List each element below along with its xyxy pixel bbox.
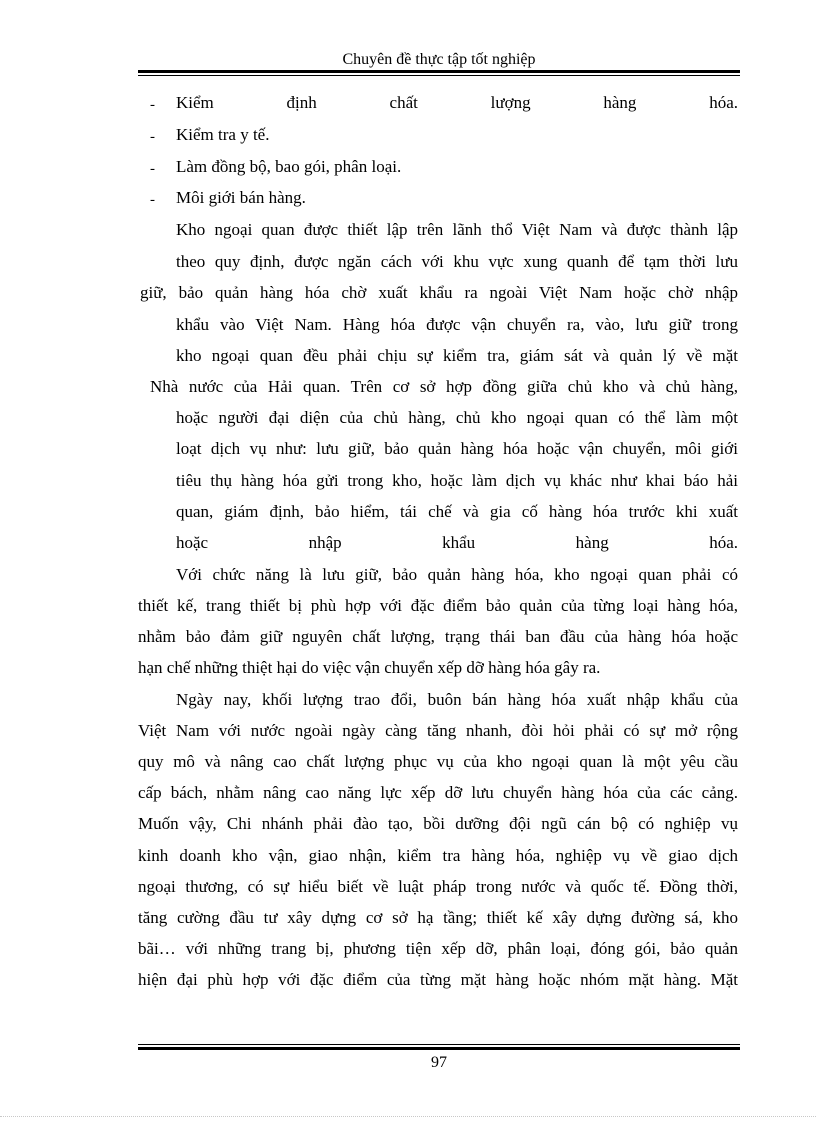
paragraph-line: hạn chế những thiệt hại do việc vận chuyển xếp dỡ hàng hóa gây ra. <box>138 658 601 677</box>
paragraph-line: hoặc nhập khẩu hàng hóa. <box>176 533 738 552</box>
footer-rule-thin <box>138 1044 740 1045</box>
paragraph-line: tiêu thụ hàng hóa gửi trong kho, hoặc làm dịch vụ khác như khai báo hải <box>176 471 738 490</box>
bullet-marker: - <box>150 129 155 145</box>
paragraph-line: hiện đại phù hợp với đặc điểm của từng mặt hàng hoặc nhóm mặt hàng. Mặt <box>138 970 738 989</box>
paragraph-line: giữ, bảo quản hàng hóa chờ xuất khẩu ra ngoài Việt Nam hoặc chờ nhập <box>140 283 738 302</box>
paragraph-line: bãi… với những trang bị, phương tiện xếp dỡ, phân loại, đóng gói, bảo quản <box>138 939 738 958</box>
footer-rule-thick <box>138 1047 740 1050</box>
paragraph-line: kinh doanh kho vận, giao nhận, kiểm tra hàng hóa, nghiệp vụ về giao dịch <box>138 846 738 865</box>
paragraph-line: loạt dịch vụ như: lưu giữ, bảo quản hàng hóa hoặc vận chuyển, môi giới <box>176 439 738 458</box>
bullet-marker: - <box>150 161 155 177</box>
paragraph-line: quy mô và nâng cao chất lượng phục vụ của kho ngoại quan là một yêu cầu <box>138 752 738 771</box>
paragraph-line: cấp bách, nhằm nâng cao năng lực xếp dỡ lưu chuyển hàng hóa của các cảng. <box>138 783 738 802</box>
header-title: Chuyên đề thực tập tốt nghiệp <box>342 51 536 68</box>
bullet-text: Làm đồng bộ, bao gói, phân loại. <box>176 157 402 176</box>
paragraph-line: khẩu vào Việt Nam. Hàng hóa được vận chuyển ra, vào, lưu giữ trong <box>176 315 738 334</box>
paragraph-line: Với chức năng là lưu giữ, bảo quản hàng hóa, kho ngoại quan phải có <box>176 565 738 584</box>
bullet-marker: - <box>150 192 155 208</box>
paragraph-line: ngoại thương, có sự hiểu biết về luật pháp trong nước và quốc tế. Đồng thời, <box>138 877 738 896</box>
page-number: 97 <box>431 1054 447 1071</box>
paragraph-line: Việt Nam với nước ngoài ngày càng tăng nhanh, đòi hỏi phải có sự mở rộng <box>138 721 738 740</box>
paragraph-line: theo quy định, được ngăn cách với khu vực xung quanh để tạm thời lưu <box>176 252 738 271</box>
paragraph-line: tăng cường đầu tư xây dựng cơ sở hạ tầng; thiết kế xây dựng đường sá, kho <box>138 908 738 927</box>
paragraph-line: Kho ngoại quan được thiết lập trên lãnh thổ Việt Nam và được thành lập <box>176 220 738 239</box>
paragraph-line: Nhà nước của Hải quan. Trên cơ sở hợp đồng giữa chủ kho và chủ hàng, <box>150 377 738 396</box>
paragraph-line: thiết kế, trang thiết bị phù hợp với đặc điểm bảo quản của từng loại hàng hóa, <box>138 596 738 615</box>
paragraph-line: Ngày nay, khối lượng trao đổi, buôn bán hàng hóa xuất nhập khẩu của <box>176 690 738 709</box>
header-rule-thin <box>138 75 740 76</box>
header-rule-thick <box>138 70 740 73</box>
paragraph-line: quan, giám định, bảo hiểm, tái chế và gia cố hàng hóa trước khi xuất <box>176 502 738 521</box>
paragraph-line: nhằm bảo đảm giữ nguyên chất lượng, trạng thái ban đầu của hàng hóa hoặc <box>138 627 738 646</box>
bullet-text: Kiểm tra y tế. <box>176 125 270 144</box>
bullet-text: Môi giới bán hàng. <box>176 188 306 207</box>
bullet-text: Kiểm định chất lượng hàng hóa. <box>176 93 738 112</box>
bullet-marker: - <box>150 97 155 113</box>
paragraph-line: Muốn vậy, Chi nhánh phải đào tạo, bồi dưỡng đội ngũ cán bộ có nghiệp vụ <box>138 814 738 833</box>
paragraph-line: hoặc người đại diện của chủ hàng, chủ kho ngoại quan có thể làm một <box>176 408 738 427</box>
paragraph-line: kho ngoại quan đều phải chịu sự kiểm tra, giám sát và quản lý về mặt <box>176 346 738 365</box>
page-edge-dotted-line <box>0 1116 816 1118</box>
